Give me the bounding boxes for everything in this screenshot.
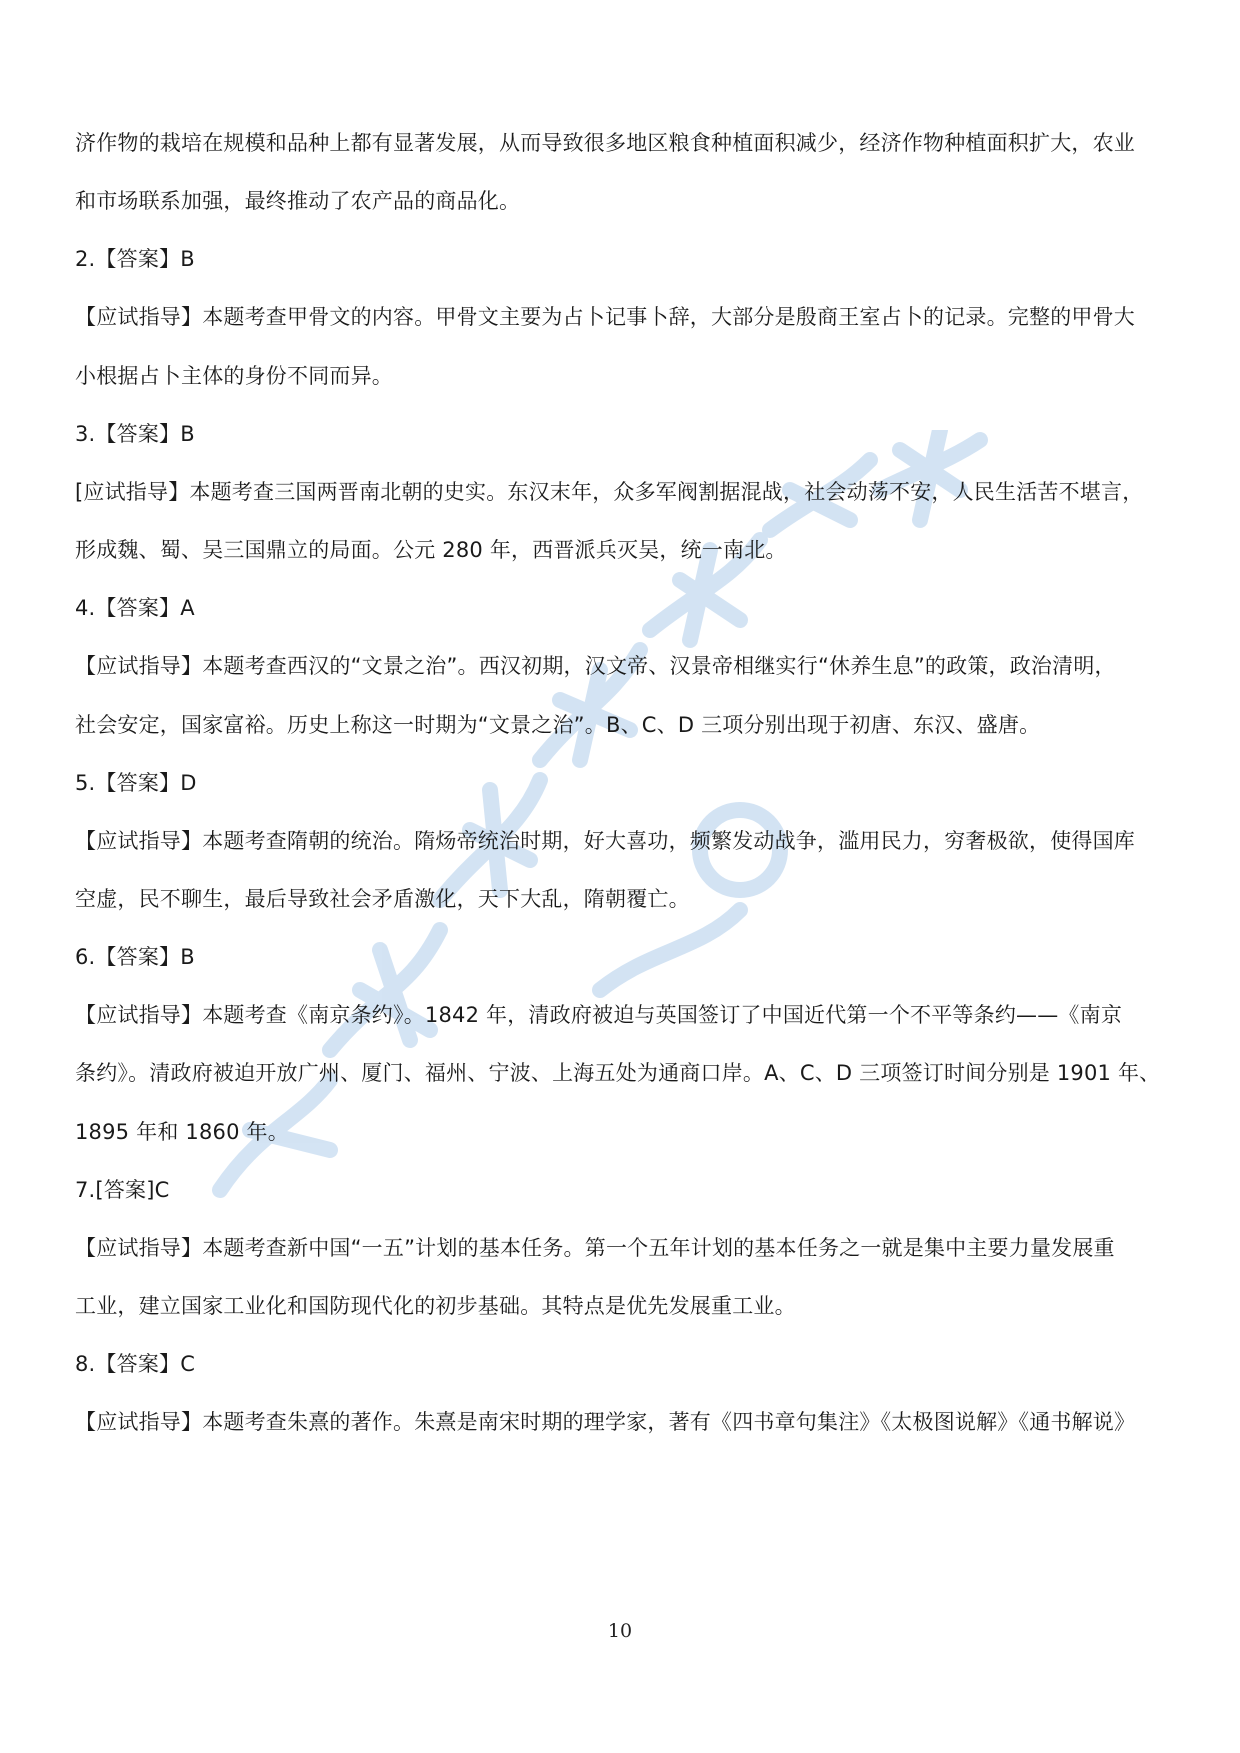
text-line: 4.【答案】A: [75, 596, 195, 620]
text-line: 工业，建立国家工业化和国防现代化的初步基础。其特点是优先发展重工业。: [75, 1294, 796, 1318]
text-line: 小根据占卜主体的身份不同而异。: [75, 364, 393, 388]
text-line: 5.【答案】D: [75, 771, 197, 795]
text-line: 条约》。清政府被迫开放广州、厦门、福州、宁波、上海五处为通商口岸。A、C、D 三项签订时间分别是 1901 年、: [75, 1061, 1161, 1085]
text-line: 济作物的栽培在规模和品种上都有显著发展，从而导致很多地区粮食种植面积减少，经济作物种植面积扩大，农业: [75, 131, 1135, 155]
text-line: 3.【答案】B: [75, 422, 195, 446]
text-line: 【应试指导】本题考查西汉的“文景之治”。西汉初期，汉文帝、汉景帝相继实行“休养生息”的政策，政治清明，: [75, 654, 1116, 678]
text-line: 社会安定，国家富裕。历史上称这一时期为“文景之治”。B、C、D 三项分别出现于初唐、东汉、盛唐。: [75, 713, 1041, 737]
text-line: 【应试指导】本题考查甲骨文的内容。甲骨文主要为占卜记事卜辞，大部分是殷商王室占卜的记录。完整的甲骨大: [75, 305, 1135, 329]
text-line: 【应试指导】本题考查《南京条约》。1842 年，清政府被迫与英国签订了中国近代第一个不平等条约——《南京: [75, 1003, 1123, 1027]
text-line: 【应试指导】本题考查新中国“一五”计划的基本任务。第一个五年计划的基本任务之一就是集中主要力量发展重: [75, 1236, 1115, 1260]
page-number: 10: [607, 1620, 633, 1642]
text-line: 【应试指导】本题考查隋朝的统治。隋炀帝统治时期，好大喜功，频繁发动战争，滥用民力，穷奢极欲，使得国库: [75, 829, 1135, 853]
text-line: [应试指导】本题考查三国两晋南北朝的史实。东汉末年，众多军阀割据混战，社会动荡不安，人民生活苦不堪言，: [75, 480, 1144, 504]
text-line: 2.【答案】B: [75, 247, 195, 271]
text-line: 8.【答案】C: [75, 1352, 196, 1376]
text-line: 7.[答案]C: [75, 1178, 170, 1202]
text-line: 【应试指导】本题考查朱熹的著作。朱熹是南宋时期的理学家，著有《四书章句集注》《太极图说解》《通书解说》: [75, 1410, 1136, 1434]
text-line: 形成魏、蜀、吴三国鼎立的局面。公元 280 年，西晋派兵灭吴，统一南北。: [75, 538, 787, 562]
text-line: 空虚，民不聊生，最后导致社会矛盾激化，天下大乱，隋朝覆亡。: [75, 887, 690, 911]
text-line: 和市场联系加强，最终推动了农产品的商品化。: [75, 189, 521, 213]
text-line: 6.【答案】B: [75, 945, 195, 969]
text-line: 1895 年和 1860 年。: [75, 1120, 289, 1144]
